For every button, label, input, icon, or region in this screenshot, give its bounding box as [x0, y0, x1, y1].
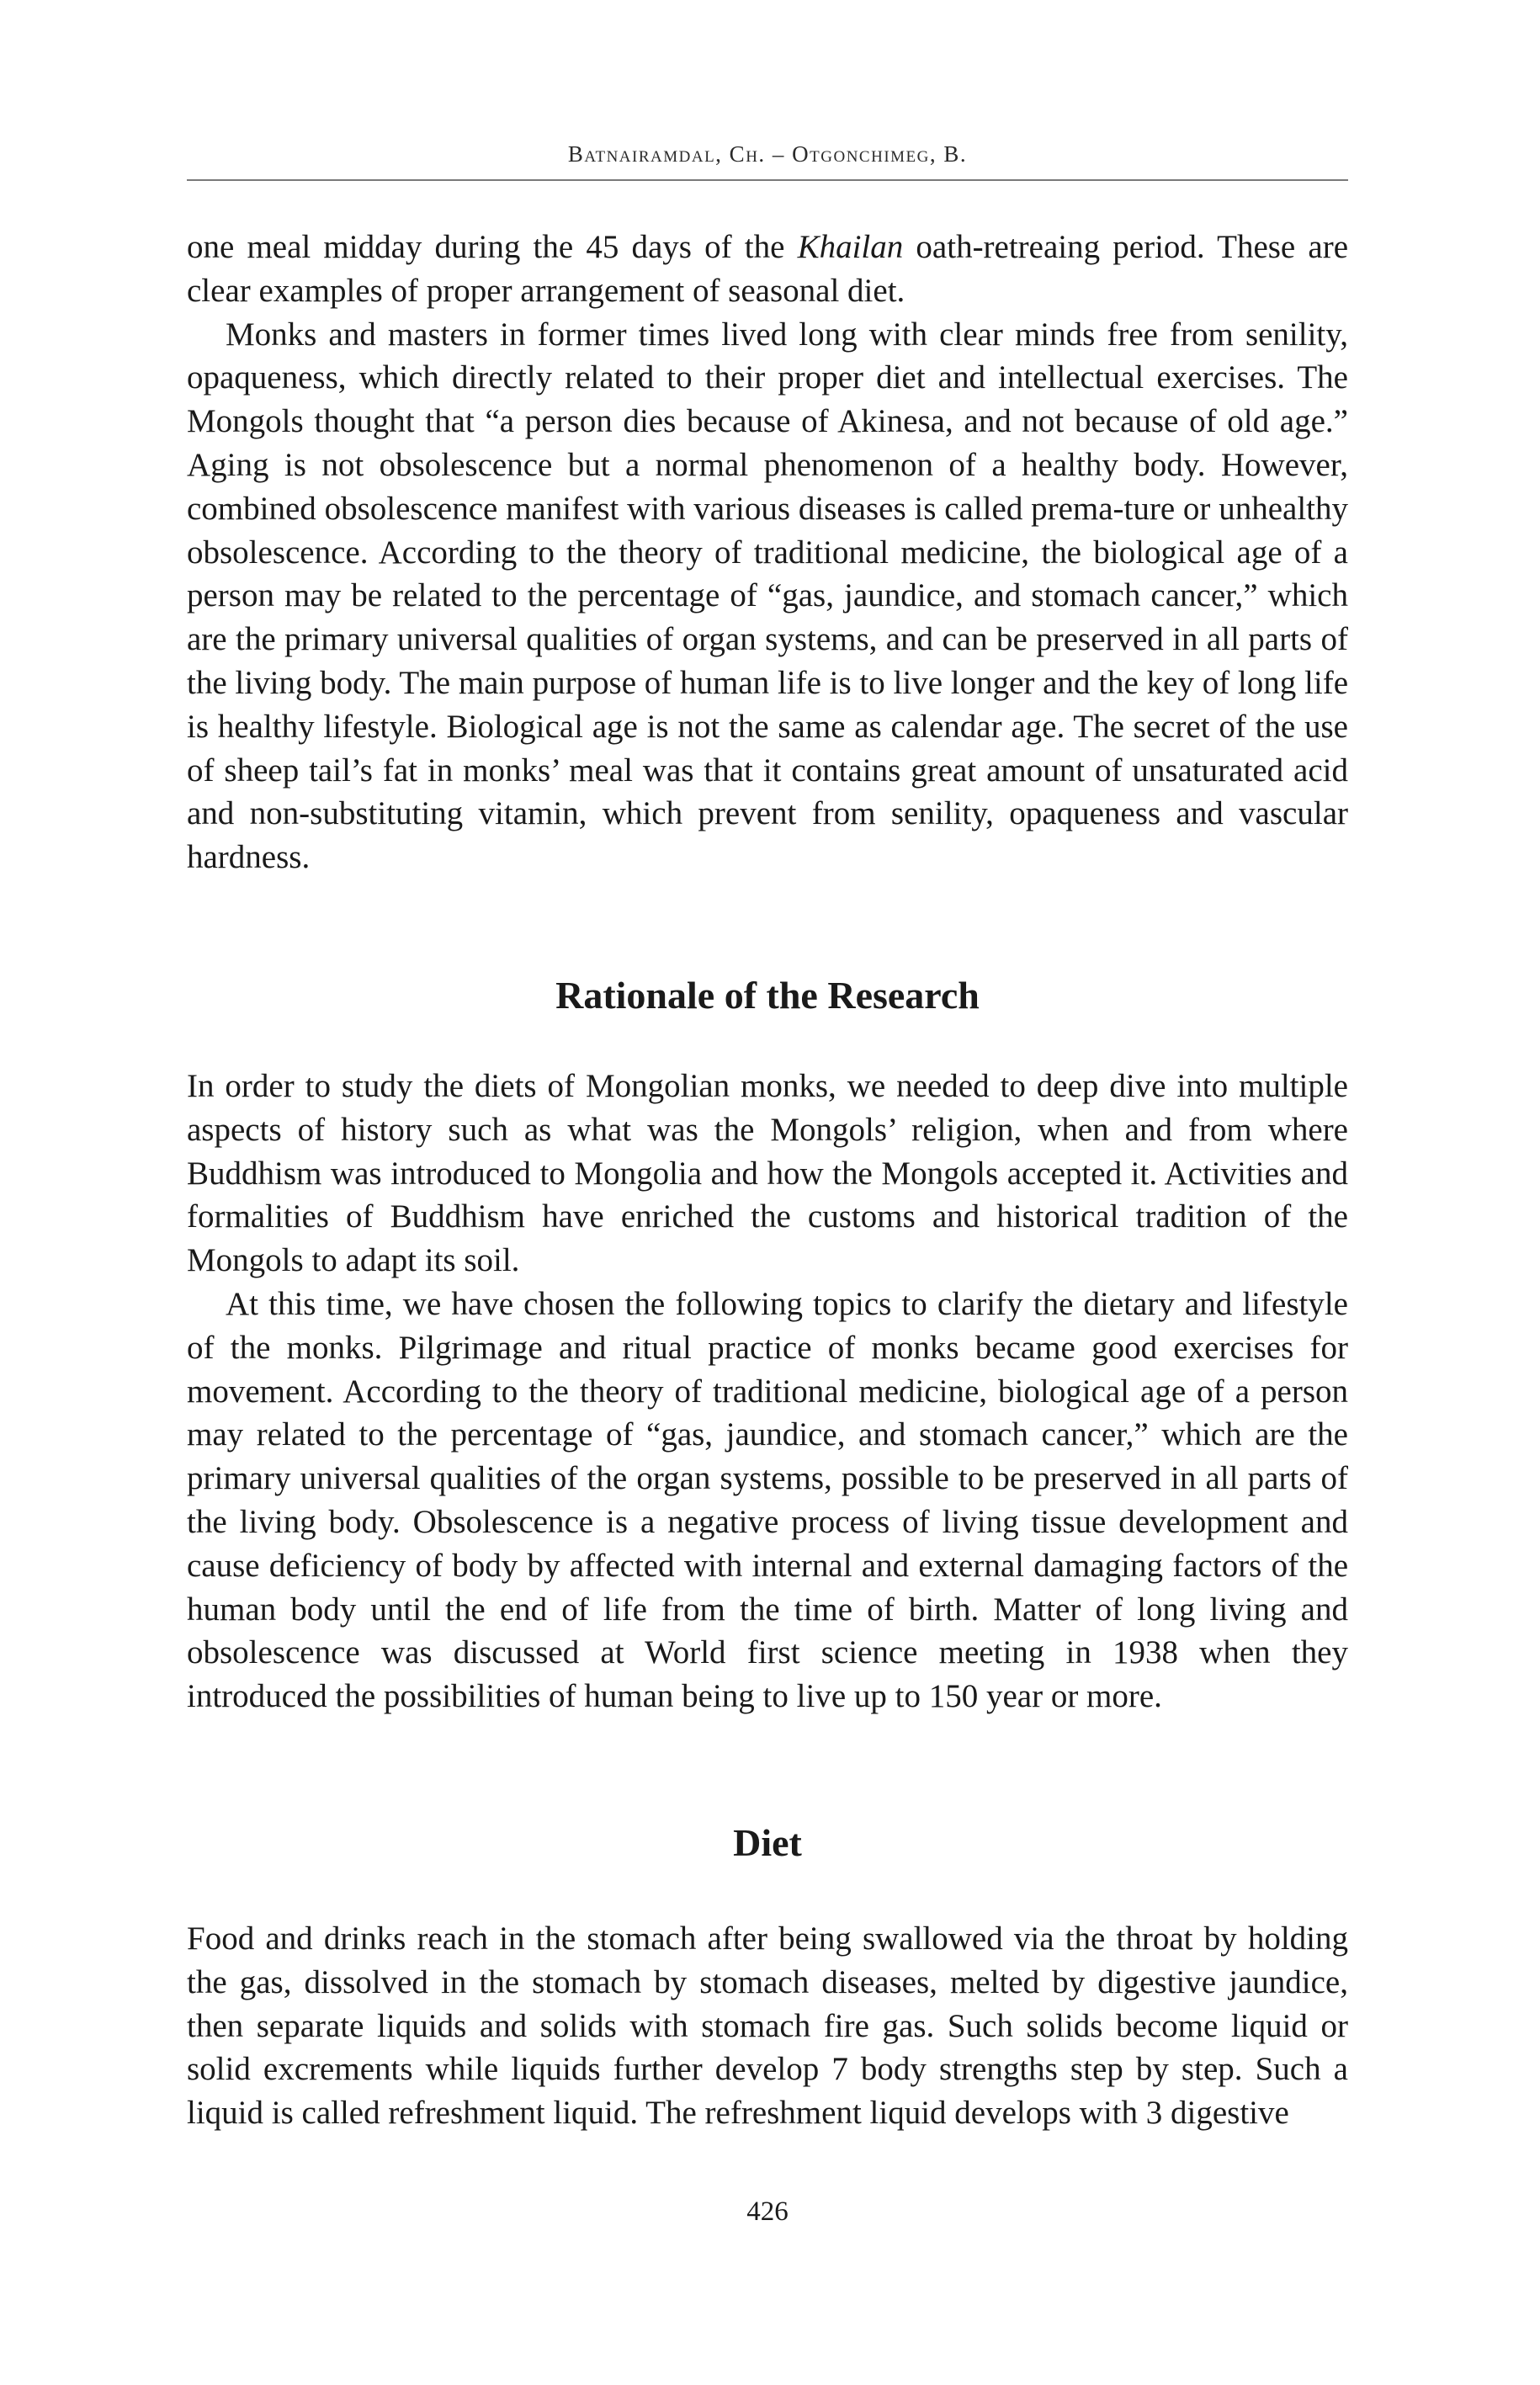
- paragraph-2: Monks and masters in former times lived long with clear minds free from senility, opaqueness, which directly related to their proper diet and intellectual exercises. The Mongols thought that “a person dies because of Akinesa, and not because of old age.” Aging is not obsolescence but a normal phenomenon of a healthy body. However, combined obsolescence manifest with various diseases is called prema-ture or unhealthy obsolescence. According to the theory of traditional medicine, the biological age of a person may be related to the percentage of “gas, jaundice, and stomach cancer,” which are the primary universal qualities of organ systems, and can be preserved in all parts of the living body. The main purpose of human life is to live longer and the key of long life is healthy lifestyle. Biological age is not the same as calendar age. The secret of the use of sheep tail’s fat in monks’ meal was that it contains great amount of unsaturated acid and non-substituting vitamin, which prevent from senility, opaqueness and vascular hardness.: [187, 316, 1348, 876]
- paragraph-5: Food and drinks reach in the stomach after being swallowed via the throat by holding the gas, dissolved in the stomach by stomach diseases, melted by digestive jaundice, then separate liquids and solids with stomach fire gas. Such solids become liquid or solid excrements while liquids further develop 7 body strengths step by step. Such a liquid is called refreshment liquid. The refreshment liquid develops with 3 digestive: [187, 1920, 1348, 2132]
- paragraph-1: [187, 226, 1348, 313]
- section-heading-rationale: Rationale of the Research: [555, 973, 980, 1017]
- italic-term-khailan: Khailan: [797, 229, 904, 265]
- running-head: Batnairamdal, Ch. – Otgonchimeg, B.: [567, 141, 968, 167]
- paragraph-3: In order to study the diets of Mongolian monks, we needed to deep dive into multiple aspects of history such as what was the Mongols’ religion, when and from where Buddhism was introduced to Mongolia and how the Mongols accepted it. Activities and formalities of Buddhism have enriched the customs and historical tradition of the Mongols to adapt its soil.: [187, 1067, 1348, 1279]
- section-heading-diet: Diet: [733, 1820, 802, 1864]
- body-text: [187, 226, 1348, 2135]
- page-number: 426: [746, 2196, 789, 2227]
- paragraph-1-end: oath-retreaing period. These are clear examples of proper arrangement of seasonal diet.: [187, 229, 1349, 309]
- paragraph-4: At this time, we have chosen the following topics to clarify the dietary and lifestyle of the monks. Pilgrimage and ritual practice of monks became good exercises for movement. According to the theory of traditional medicine, biological age of a person may related to the percentage of “gas, jaundice, and stomach cancer,” which are the primary universal qualities of the organ systems, possible to be preserved in all parts of the living body. Obsolescence is a negative process of living tissue development and cause deficiency of body by affected with internal and external damaging factors of the human body until the end of life from the time of birth. Matter of long living and obsolescence was discussed at World first science meeting in 1938 when they introduced the possibilities of human being to live up to 150 year or more.: [187, 1285, 1348, 1715]
- header-rule: [187, 179, 1348, 181]
- paragraph-1-start: one meal midday during the 45 days of the: [187, 229, 798, 265]
